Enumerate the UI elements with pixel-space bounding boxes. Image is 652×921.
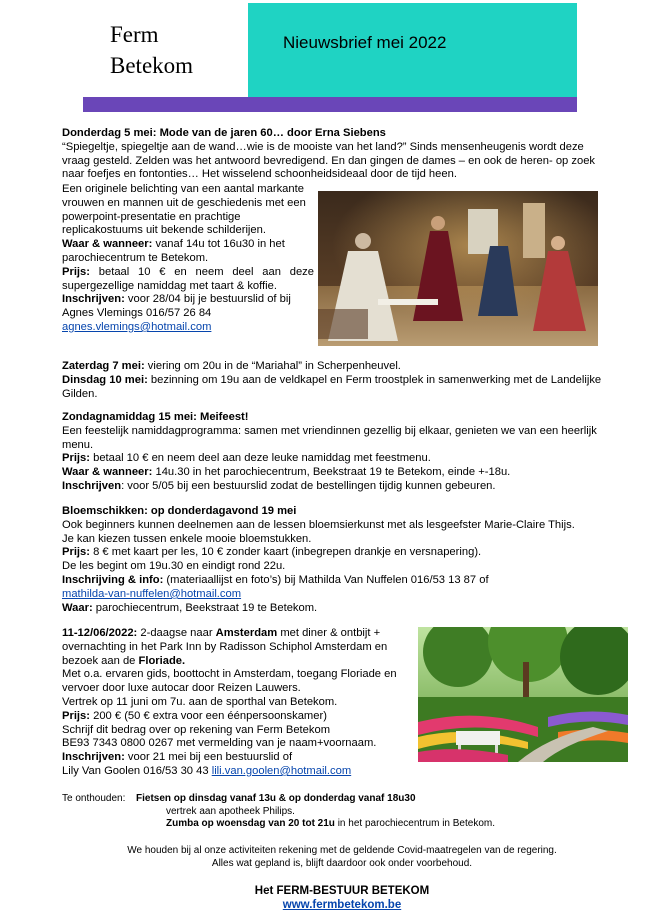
s4-where: parochiecentrum, Beekstraat 19 te Betekom.	[92, 601, 318, 614]
brand-line2: Betekom	[110, 53, 194, 78]
s3-sub: : voor 5/05 bij een bestuurslid zodat de bestellingen tijdig kunnen gebeuren.	[121, 479, 496, 492]
s5-price-line	[62, 710, 412, 724]
footer-org: Het FERM-BESTUUR BETEKOM	[254, 885, 430, 897]
s2-l1: viering om 20u in de “Mariahal” in Scherpenheuvel.	[144, 360, 401, 372]
s1-heading: Donderdag 5 mei: Mode van de jaren 60… door Erna Siebens	[62, 127, 386, 139]
s1-when-line	[62, 238, 314, 266]
s5-sub: voor 21 mei bij een bestuurslid of	[124, 751, 293, 764]
s1-email-link[interactable]: agnes.vlemings@hotmail.com	[62, 320, 212, 333]
section-bloemschikken	[62, 505, 622, 615]
reminder-zumba-place: in het parochiecentrum in Betekom.	[334, 818, 496, 830]
s1-price-label: Prijs:	[62, 265, 90, 278]
section-viering-bezinning	[62, 360, 610, 401]
s4-heading: Bloemschikken: op donderdagavond 19 mei	[62, 505, 297, 517]
s4-line3: De les begint om 19u.30 en eindigt rond 22u.	[62, 560, 286, 573]
s4-info-label: Inschrijving & info:	[62, 573, 164, 586]
s3-intro: Een feestelijk namiddagprogramma: samen met vriendinnen gezellig bij elkaar, genieten we van een heerlijk menu.	[62, 424, 597, 451]
section-meifeest	[62, 411, 610, 494]
covid-line1: We houden bij al onze activiteiten rekening met de geldende Covid-maatregelen van de regering.	[127, 845, 557, 856]
s4-where-label: Waar:	[62, 601, 93, 614]
s5-email-link[interactable]: lili.van.goolen@hotmail.com	[211, 764, 352, 777]
s5-sub-line	[62, 751, 412, 765]
s1-details	[62, 183, 314, 335]
s1-price: betaal 10 € en neem deel aan deze supergezellige namiddag met taart & koffie.	[62, 265, 314, 292]
page-title: Nieuwsbrief mei 2022	[283, 33, 447, 52]
s3-sub-line	[62, 480, 610, 494]
s4-email-link[interactable]: mathilda-van-nuffelen@hotmail.com	[62, 587, 242, 600]
covid-line2: Alles wat gepland is, blijft daardoor ook onder voorbehoud.	[211, 857, 473, 869]
s5-sub-label: Inschrijven:	[62, 751, 125, 764]
s4-where-line	[62, 602, 622, 616]
s5-line3: Schrijf dit bedrag over op rekening van Ferm Betekom	[62, 723, 331, 736]
reminder-fietsen-vertrek: vertrek aan apotheek Philips.	[166, 805, 295, 817]
s5-contact-line	[62, 765, 412, 779]
s2-l2: bezinning om 19u aan de veldkapel en Ferm troostplek in samenwerking met de Landelijke Gilden.	[62, 373, 602, 400]
s1-when-label: Waar & wanneer:	[62, 238, 153, 251]
s5-line5: Lily Van Goolen 016/53 30 43	[62, 764, 212, 777]
s1-sub-label: Inschrijven:	[62, 293, 125, 306]
s2-line2	[62, 374, 602, 402]
reminder-zumba-line	[136, 818, 616, 831]
s3-price-label: Prijs:	[62, 452, 90, 465]
reminder-zumba: Zumba op woensdag van 20 tot 21u	[166, 818, 335, 830]
flower-garden-photo	[418, 627, 628, 762]
s4-line1: Ook beginners kunnen deelnemen aan de lessen bloemsierkunst met als lesgeefster Marie-Claire Thijs.	[62, 518, 575, 531]
s1-price-line	[62, 266, 314, 294]
s3-when-label: Waar & wanneer:	[62, 466, 153, 479]
s3-price-line	[62, 452, 610, 466]
s1-when: vanaf 14u tot 16u30 in het parochiecentrum te Betekom.	[62, 238, 285, 264]
s5-floriade: Floriade.	[138, 654, 186, 667]
s2-l2-label: Dinsdag 10 mei:	[62, 373, 148, 386]
s5-line2: Vertrek op 11 juni om 7u. aan de sporthal van Betekom.	[62, 695, 338, 708]
footer-site-link[interactable]: www.fermbetekom.be	[282, 899, 402, 911]
header-bar	[83, 97, 577, 112]
s1-intro: “Spiegeltje, spiegeltje aan de wand…wie is de mooiste van het land?” Sinds mensenheugenis wordt deze vraag gesteld. Zelden was het antwoord bevredigend. En dan gingen de dames – en ook de heren- op zoek naar foefjes en fontonties… Het wisselend schoonheidsideaal door de tijd heen.	[62, 140, 596, 181]
reminder-fietsen: Fietsen op dinsdag vanaf 13u & op donderdag vanaf 18u30	[136, 793, 416, 804]
s1-desc: Een originele belichting van een aantal markante vrouwen en mannen uit de geschiedenis met een powerpoint-presentatie en prachtige replicakostuums uit bekende schilderijen.	[62, 183, 306, 237]
s5-price: 200 € (50 € extra voor een éénpersoonskamer)	[89, 709, 327, 722]
s4-price-line	[62, 546, 622, 560]
s5-city: Amsterdam	[215, 627, 278, 639]
header	[83, 3, 577, 101]
s4-price: 8 € met kaart per les, 10 € zonder kaart (inbegrepen drankje en versnapering).	[89, 546, 482, 559]
s1-sub-line	[62, 293, 314, 321]
reminders-content	[136, 793, 616, 831]
brand-line1: Ferm	[110, 22, 159, 47]
s3-heading: Zondagnamiddag 15 mei: Meifeest!	[62, 411, 249, 423]
s3-when: 14u.30 in het parochiecentrum, Beekstraat 19 te Betekom, einde +-18u.	[152, 466, 511, 479]
s4-line2: Je kan kiezen tussen enkele mooie bloemstukken.	[62, 532, 312, 545]
s4-info-line	[62, 574, 622, 588]
s3-when-line	[62, 466, 610, 480]
s4-price-label: Prijs:	[62, 546, 90, 559]
s3-sub-label: Inschrijven	[62, 479, 122, 492]
s5-line1: Met o.a. ervaren gids, boottocht in Amsterdam, toegang Floriade en vervoer door luxe autocar door Reizen Lauwers.	[62, 668, 397, 695]
s2-line1	[62, 360, 610, 374]
s1-sub: voor 28/04 bij je bestuurslid of bij Agnes Vlemings 016/57 26 84	[62, 293, 291, 320]
section-mode-jaren-60	[62, 127, 608, 182]
s3-price: betaal 10 € en neem deel aan deze leuke namiddag met feestmenu.	[89, 452, 431, 465]
covid-notice	[62, 845, 622, 870]
costume-exhibition-photo	[318, 191, 598, 346]
s5-intro	[62, 627, 412, 668]
s5-t2: met diner & ontbijt + overnachting in het Park Inn by Radisson Schiphol Amsterdam en bezoek aan de	[62, 627, 388, 667]
footer	[62, 884, 622, 912]
reminders-label: Te onthouden:	[62, 793, 126, 804]
s5-date: 11-12/06/2022:	[62, 627, 138, 639]
s5-line4: BE93 7343 0800 0267 met vermelding van je naam+voornaam.	[62, 737, 377, 750]
s5-price-label: Prijs:	[62, 709, 90, 722]
s2-l1-label: Zaterdag 7 mei:	[62, 360, 145, 372]
s5-t1: 2-daagse naar	[137, 627, 216, 639]
section-amsterdam	[62, 627, 412, 779]
s4-info: (materiaallijst en foto’s) bij Mathilda Van Nuffelen 016/53 13 87 of	[163, 573, 489, 586]
